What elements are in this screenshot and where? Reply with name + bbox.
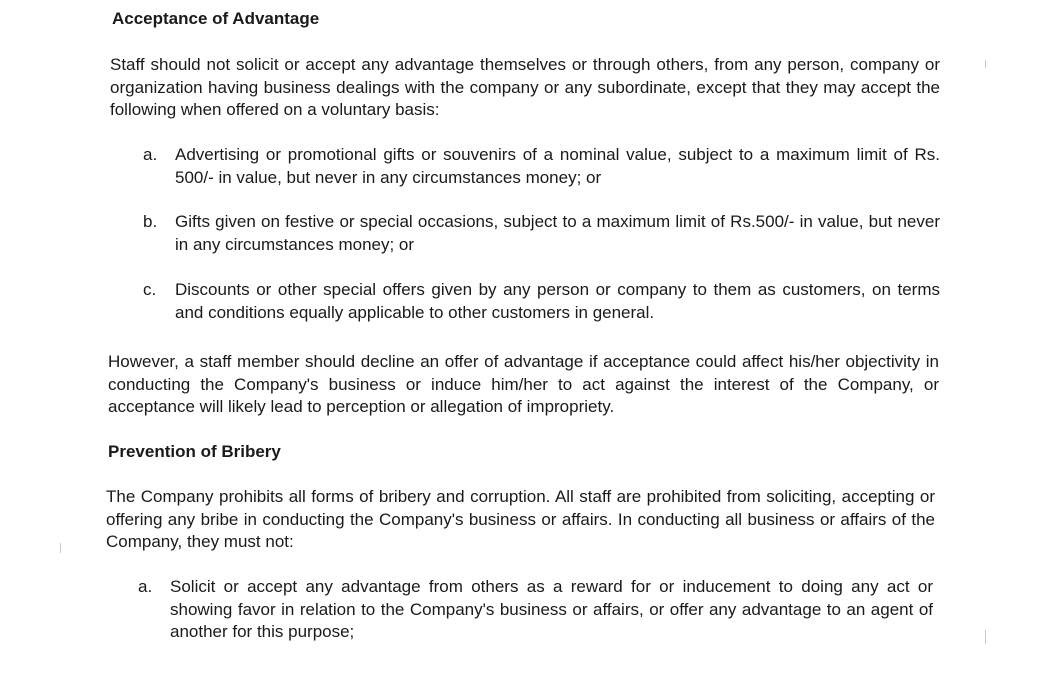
acceptance-intro-paragraph: Staff should not solicit or accept any advantage themselves or through others, from any person, company or organization having business dealings with the company or any subordinate, except that they may accept the following when offered on a voluntary basis:: [110, 55, 940, 119]
list-marker: c.: [143, 280, 157, 299]
acceptance-closing-paragraph: However, a staff member should decline an offer of advantage if acceptance could affect his/her objectivity in conducting the Company's business or induce him/her to act against the interest of the Company, or acceptance will likely lead to perception or allegation of impropriety.: [108, 352, 939, 416]
bribery-intro-paragraph: The Company prohibits all forms of bribery and corruption. All staff are prohibited from soliciting, accepting or offering any bribe in conducting the Company's business or affairs. In conducting all business or affairs of the Company, they must not:: [106, 487, 935, 551]
list-marker: b.: [143, 212, 158, 231]
section-heading-bribery: Prevention of Bribery: [108, 442, 281, 461]
list-item: [143, 279, 940, 325]
scan-speck: [985, 630, 986, 644]
list-item-text: Gifts given on festive or special occasions, subject to a maximum limit of Rs.500/- in value, but never in any circumstances money; or: [175, 212, 940, 254]
list-marker: a.: [143, 145, 158, 164]
list-item-text: Solicit or accept any advantage from others as a reward for or inducement to doing any act or showing favor in relation to the Company's business or affairs, or offer any advantage to an agent of another for this purpose;: [170, 577, 933, 641]
list-item: [143, 211, 940, 257]
list-item-text: Discounts or other special offers given by any person or company to them as customers, on terms and conditions equally applicable to other customers in general.: [175, 280, 940, 322]
section-heading-acceptance: Acceptance of Advantage: [112, 9, 320, 28]
list-item: [138, 576, 933, 644]
list-item: [143, 144, 940, 190]
list-item-text: Advertising or promotional gifts or souvenirs of a nominal value, subject to a maximum limit of Rs. 500/- in value, but never in any circumstances money; or: [175, 145, 940, 187]
scan-speck: [60, 543, 61, 553]
list-marker: a.: [138, 577, 153, 596]
scan-speck: [985, 60, 986, 68]
